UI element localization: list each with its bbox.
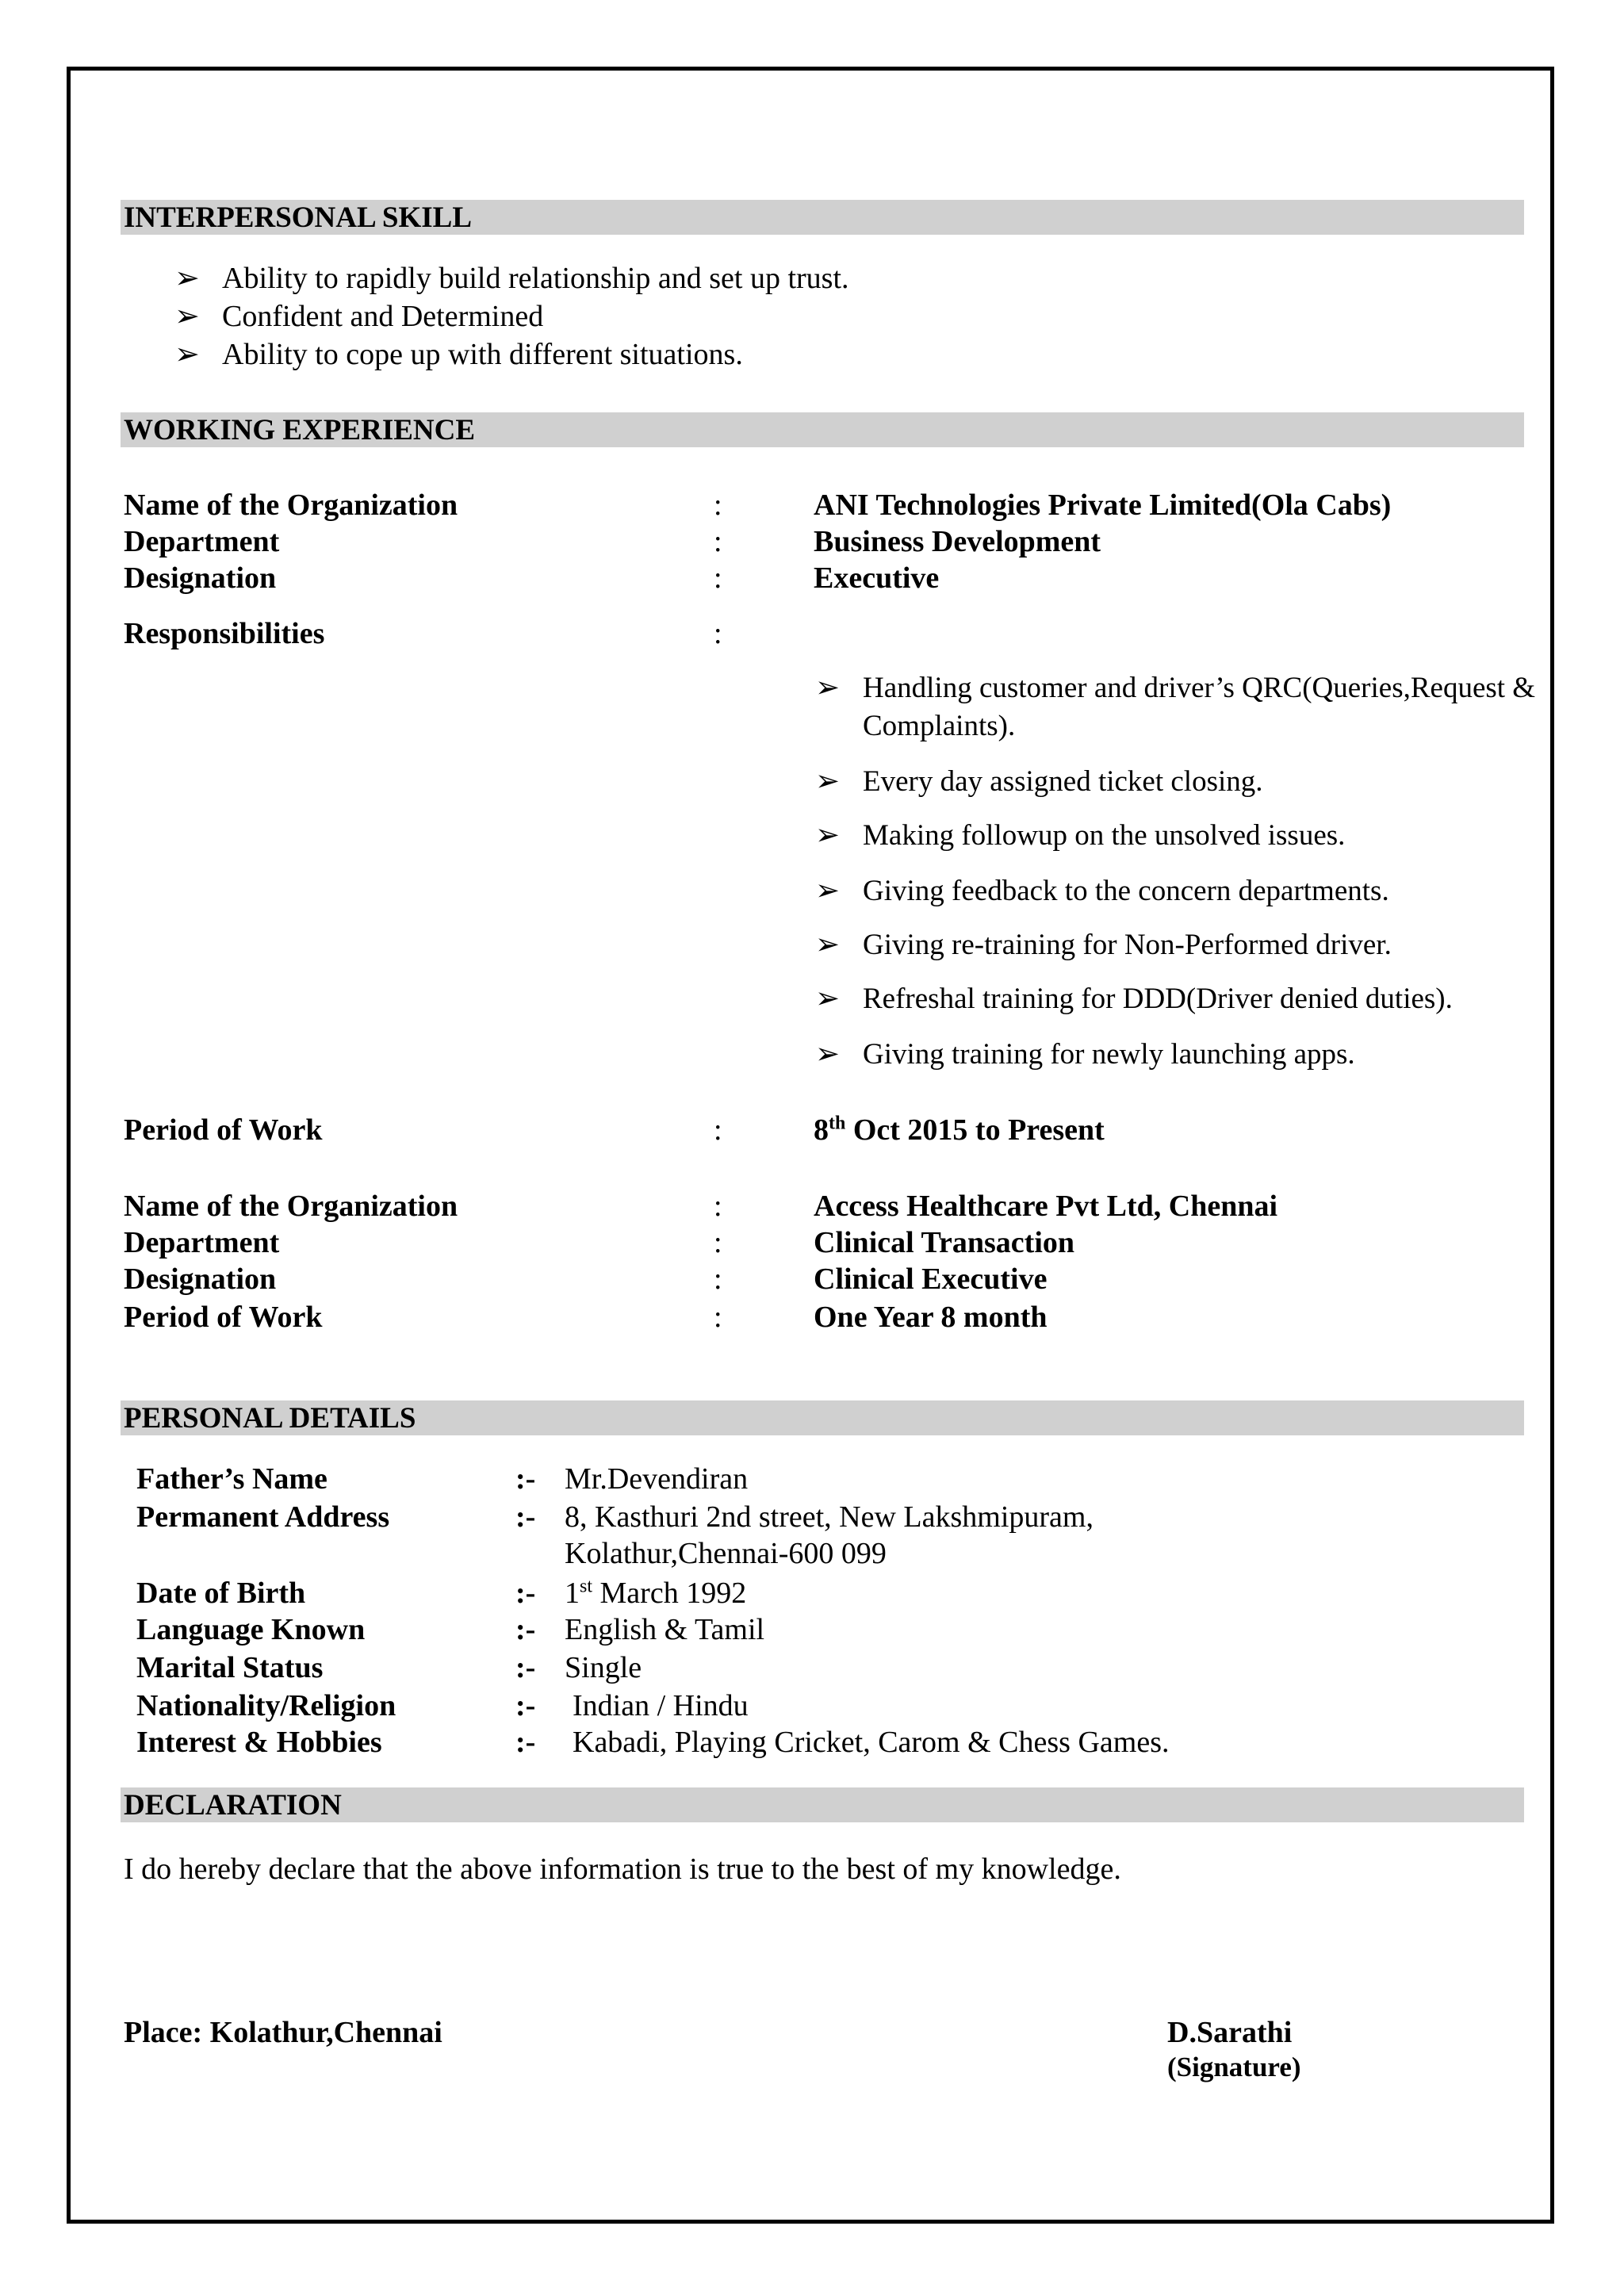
desig-label: Designation — [124, 1262, 277, 1296]
desig-value: Executive — [814, 561, 940, 595]
arrow-bullet-icon: ➢ — [174, 338, 200, 371]
period-label: Period of Work — [124, 1113, 323, 1147]
arrow-bullet-icon: ➢ — [815, 819, 841, 852]
section-header-personal: PERSONAL DETAILS — [121, 1400, 1524, 1435]
resp-label: Responsibilities — [124, 617, 325, 650]
arrow-bullet-icon: ➢ — [815, 765, 841, 798]
dept-label: Department — [124, 525, 280, 558]
address-label: Permanent Address — [136, 1500, 390, 1534]
list-item: ➢ Making followup on the unsolved issues. — [815, 817, 1545, 855]
signature-label: (Signature) — [1167, 2052, 1301, 2082]
colon: : — [714, 1113, 722, 1147]
lang-label: Language Known — [136, 1613, 366, 1646]
arrow-bullet-icon: ➢ — [815, 875, 841, 907]
section-header-declaration: DECLARATION — [121, 1787, 1524, 1822]
address-line2: Kolathur,Chennai-600 099 — [565, 1537, 887, 1570]
colon: : — [714, 1262, 722, 1296]
father-value: Mr.Devendiran — [565, 1462, 749, 1496]
arrow-bullet-icon: ➢ — [815, 672, 841, 704]
separator: :- — [515, 1462, 536, 1496]
org-value: Access Healthcare Pvt Ltd, Chennai — [814, 1190, 1278, 1223]
colon: : — [714, 489, 722, 522]
desig-value: Clinical Executive — [814, 1262, 1048, 1296]
colon: : — [714, 617, 722, 650]
marital-value: Single — [565, 1651, 642, 1684]
separator: :- — [515, 1613, 536, 1646]
colon: : — [714, 1301, 722, 1334]
list-item: ➢ Ability to cope up with different situations. — [174, 338, 743, 371]
arrow-bullet-icon: ➢ — [815, 983, 841, 1015]
place: Place: Kolathur,Chennai — [124, 2016, 442, 2049]
dept-value: Clinical Transaction — [814, 1226, 1075, 1259]
period-value: 8th Oct 2015 to Present — [814, 1113, 1105, 1147]
arrow-bullet-icon: ➢ — [174, 262, 200, 295]
separator: :- — [515, 1500, 536, 1534]
section-header-experience: WORKING EXPERIENCE — [121, 412, 1524, 447]
colon: : — [714, 1190, 722, 1223]
arrow-bullet-icon: ➢ — [815, 1038, 841, 1071]
list-item: ➢ Handling customer and driver’s QRC(Queries,Request & Complaints). — [815, 669, 1545, 745]
arrow-bullet-icon: ➢ — [174, 300, 200, 333]
list-item: ➢ Giving training for newly launching apps. — [815, 1036, 1545, 1074]
separator: :- — [515, 1726, 536, 1759]
colon: : — [714, 1226, 722, 1259]
period-label: Period of Work — [124, 1301, 323, 1334]
list-item: ➢ Refreshal training for DDD(Driver denied duties). — [815, 980, 1545, 1018]
arrow-bullet-icon: ➢ — [815, 929, 841, 961]
colon: : — [714, 525, 722, 558]
father-label: Father’s Name — [136, 1462, 327, 1496]
list-item: ➢ Every day assigned ticket closing. — [815, 763, 1545, 801]
dob-value: 1st March 1992 — [565, 1576, 747, 1610]
separator: :- — [515, 1577, 536, 1610]
desig-label: Designation — [124, 561, 277, 595]
org-value: ANI Technologies Private Limited(Ola Cabs) — [814, 489, 1392, 522]
separator: :- — [515, 1651, 536, 1684]
list-item: ➢ Confident and Determined — [174, 300, 544, 333]
declaration-text: I do hereby declare that the above information is true to the best of my knowledge. — [124, 1852, 1121, 1886]
lang-value: English & Tamil — [565, 1613, 765, 1646]
hobby-label: Interest & Hobbies — [136, 1726, 382, 1759]
separator: :- — [515, 1689, 536, 1722]
section-header-interpersonal: INTERPERSONAL SKILL — [121, 200, 1524, 235]
list-item: ➢ Giving feedback to the concern departments. — [815, 872, 1545, 910]
signatory-name: D.Sarathi — [1167, 2016, 1293, 2049]
dob-label: Date of Birth — [136, 1577, 306, 1610]
list-item: ➢ Ability to rapidly build relationship and set up trust. — [174, 262, 849, 295]
colon: : — [714, 561, 722, 595]
marital-label: Marital Status — [136, 1651, 324, 1684]
hobby-value: Kabadi, Playing Cricket, Carom & Chess Games. — [573, 1726, 1170, 1759]
dept-value: Business Development — [814, 525, 1101, 558]
list-item: ➢ Giving re-training for Non-Performed driver. — [815, 926, 1545, 964]
nationality-value: Indian / Hindu — [573, 1689, 749, 1722]
org-label: Name of the Organization — [124, 1190, 458, 1223]
nationality-label: Nationality/Religion — [136, 1689, 396, 1722]
dept-label: Department — [124, 1226, 280, 1259]
period-value: One Year 8 month — [814, 1301, 1048, 1334]
address-line1: 8, Kasthuri 2nd street, New Lakshmipuram, — [565, 1500, 1094, 1534]
org-label: Name of the Organization — [124, 489, 458, 522]
